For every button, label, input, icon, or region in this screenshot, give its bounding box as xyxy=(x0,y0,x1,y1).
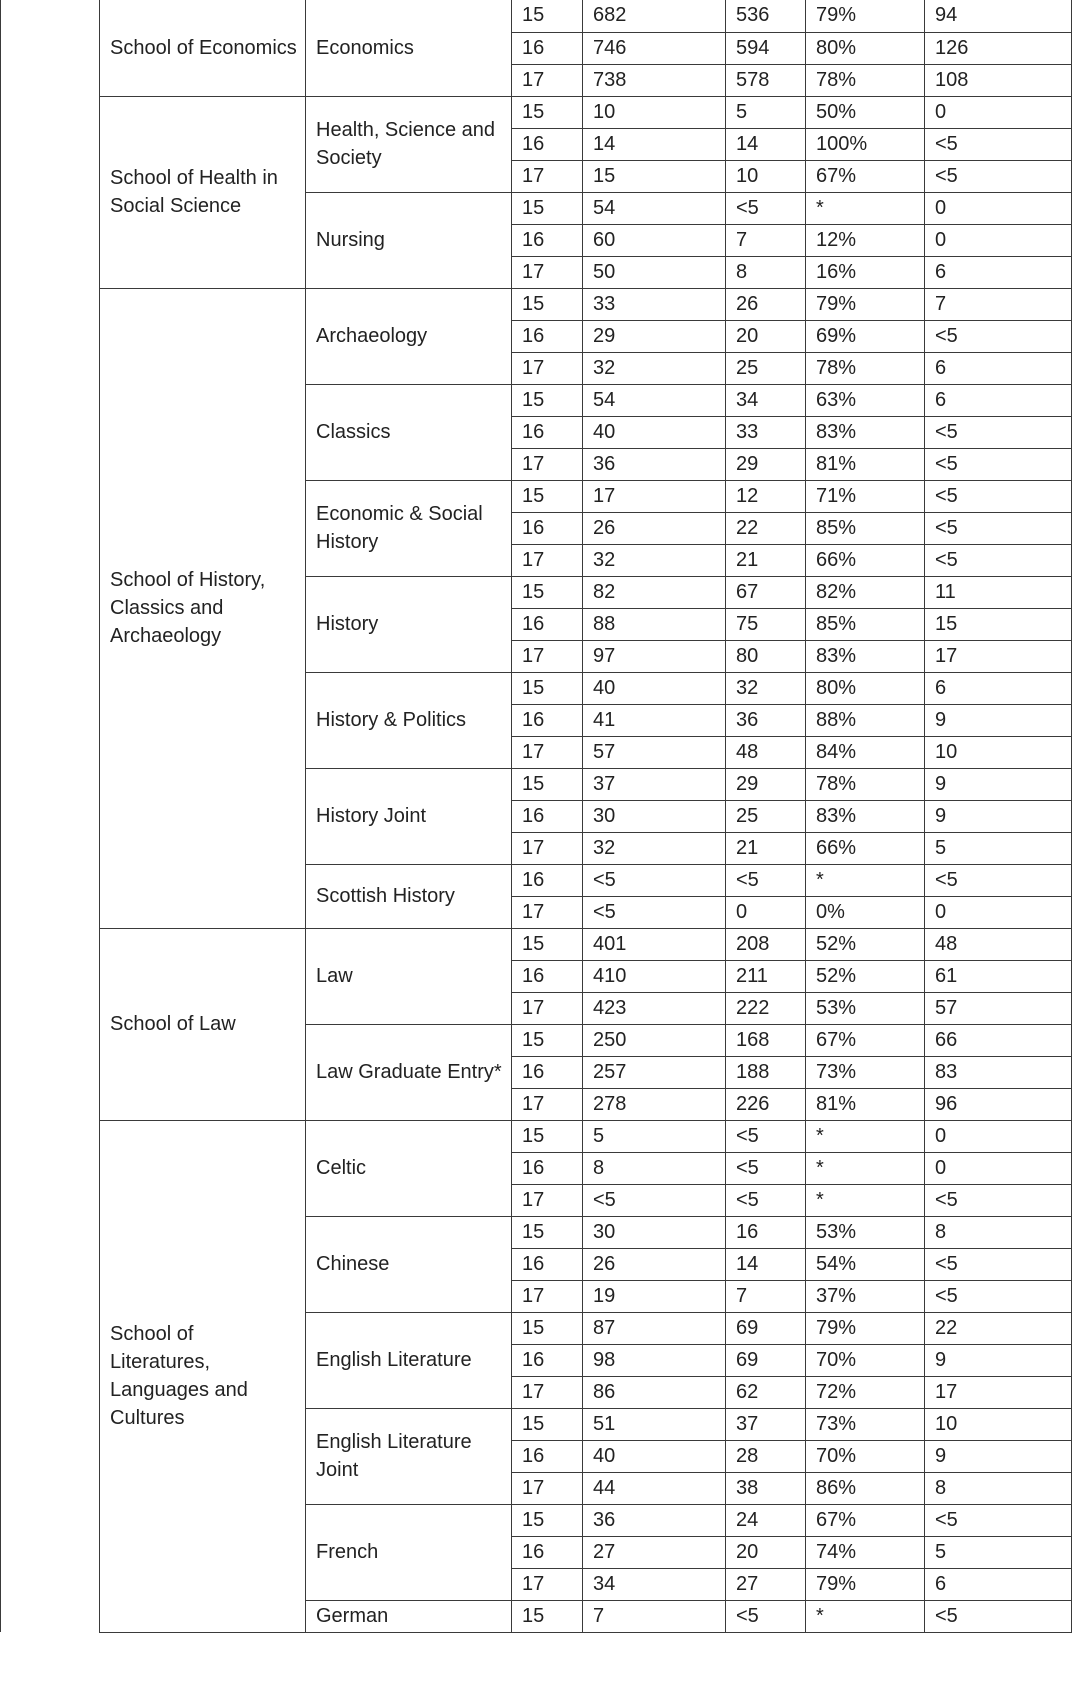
offers-cell: 7 xyxy=(726,224,806,256)
offers-cell: 20 xyxy=(726,320,806,352)
offer-rate-cell: 78% xyxy=(806,64,925,96)
applications-cell: 57 xyxy=(583,736,726,768)
offer-rate-cell: * xyxy=(806,1600,925,1632)
offer-rate-cell: 66% xyxy=(806,832,925,864)
offers-cell: 48 xyxy=(726,736,806,768)
subject-name-cell: Chinese xyxy=(306,1216,512,1312)
year-cell: 17 xyxy=(512,1280,583,1312)
entrants-cell: 6 xyxy=(925,256,1072,288)
offer-rate-cell: 84% xyxy=(806,736,925,768)
applications-cell: 33 xyxy=(583,288,726,320)
offers-cell: 21 xyxy=(726,544,806,576)
offers-cell: 62 xyxy=(726,1376,806,1408)
year-cell: 15 xyxy=(512,928,583,960)
offers-cell: 29 xyxy=(726,448,806,480)
offer-rate-cell: 67% xyxy=(806,1504,925,1536)
offer-rate-cell: 53% xyxy=(806,1216,925,1248)
school-name-cell: School of History, Classics and Archaeology xyxy=(100,288,306,928)
offers-cell: 594 xyxy=(726,32,806,64)
offer-rate-cell: 69% xyxy=(806,320,925,352)
offers-cell: 10 xyxy=(726,160,806,192)
entrants-cell: <5 xyxy=(925,1280,1072,1312)
entrants-cell: 108 xyxy=(925,64,1072,96)
entrants-cell: 8 xyxy=(925,1216,1072,1248)
offers-cell: <5 xyxy=(726,1184,806,1216)
year-cell: 17 xyxy=(512,544,583,576)
applications-cell: 27 xyxy=(583,1536,726,1568)
offer-rate-cell: 74% xyxy=(806,1536,925,1568)
offer-rate-cell: 80% xyxy=(806,32,925,64)
subject-name-cell: Economic & Social History xyxy=(306,480,512,576)
subject-name-cell: History xyxy=(306,576,512,672)
applications-cell: 40 xyxy=(583,672,726,704)
applications-cell: 682 xyxy=(583,0,726,32)
offers-cell: 7 xyxy=(726,1280,806,1312)
applications-cell: 14 xyxy=(583,128,726,160)
year-cell: 15 xyxy=(512,1216,583,1248)
offers-cell: 14 xyxy=(726,128,806,160)
year-cell: 16 xyxy=(512,1440,583,1472)
applications-cell: 738 xyxy=(583,64,726,96)
offers-cell: 578 xyxy=(726,64,806,96)
offer-rate-cell: * xyxy=(806,192,925,224)
offer-rate-cell: 78% xyxy=(806,352,925,384)
applications-cell: 10 xyxy=(583,96,726,128)
offer-rate-cell: * xyxy=(806,1184,925,1216)
subject-name-cell: Economics xyxy=(306,0,512,96)
applications-cell: <5 xyxy=(583,1184,726,1216)
offer-rate-cell: 67% xyxy=(806,1024,925,1056)
entrants-cell: 0 xyxy=(925,224,1072,256)
offers-cell: 208 xyxy=(726,928,806,960)
year-cell: 15 xyxy=(512,768,583,800)
school-name-cell: School of Economics xyxy=(100,0,306,96)
year-cell: 15 xyxy=(512,1408,583,1440)
offer-rate-cell: 67% xyxy=(806,160,925,192)
offer-rate-cell: 16% xyxy=(806,256,925,288)
entrants-cell: 5 xyxy=(925,1536,1072,1568)
entrants-cell: <5 xyxy=(925,512,1072,544)
offers-cell: 226 xyxy=(726,1088,806,1120)
offer-rate-cell: 81% xyxy=(806,1088,925,1120)
applications-cell: 40 xyxy=(583,1440,726,1472)
applications-cell: 34 xyxy=(583,1568,726,1600)
offers-cell: 222 xyxy=(726,992,806,1024)
offers-cell: 22 xyxy=(726,512,806,544)
offer-rate-cell: 52% xyxy=(806,960,925,992)
year-cell: 17 xyxy=(512,736,583,768)
subject-name-cell: French xyxy=(306,1504,512,1600)
subject-name-cell: Celtic xyxy=(306,1120,512,1216)
entrants-cell: 10 xyxy=(925,736,1072,768)
offers-cell: 21 xyxy=(726,832,806,864)
entrants-cell: 61 xyxy=(925,960,1072,992)
entrants-cell: <5 xyxy=(925,544,1072,576)
table-row xyxy=(1,928,1072,960)
year-cell: 16 xyxy=(512,512,583,544)
year-cell: 17 xyxy=(512,352,583,384)
subject-name-cell: Law Graduate Entry* xyxy=(306,1024,512,1120)
offer-rate-cell: 85% xyxy=(806,608,925,640)
applications-cell: 15 xyxy=(583,160,726,192)
offers-cell: 24 xyxy=(726,1504,806,1536)
entrants-cell: 17 xyxy=(925,640,1072,672)
offer-rate-cell: 72% xyxy=(806,1376,925,1408)
year-cell: 15 xyxy=(512,672,583,704)
entrants-cell: 9 xyxy=(925,704,1072,736)
applications-cell: 36 xyxy=(583,448,726,480)
year-cell: 17 xyxy=(512,1184,583,1216)
offer-rate-cell: 37% xyxy=(806,1280,925,1312)
entrants-cell: 22 xyxy=(925,1312,1072,1344)
year-cell: 16 xyxy=(512,608,583,640)
offers-cell: 188 xyxy=(726,1056,806,1088)
year-cell: 15 xyxy=(512,1120,583,1152)
applications-cell: 29 xyxy=(583,320,726,352)
offers-cell: 536 xyxy=(726,0,806,32)
offers-cell: 80 xyxy=(726,640,806,672)
offer-rate-cell: 78% xyxy=(806,768,925,800)
offers-cell: 12 xyxy=(726,480,806,512)
entrants-cell: 6 xyxy=(925,1568,1072,1600)
applications-cell: 88 xyxy=(583,608,726,640)
offer-rate-cell: 73% xyxy=(806,1056,925,1088)
entrants-cell: 7 xyxy=(925,288,1072,320)
offer-rate-cell: 79% xyxy=(806,1312,925,1344)
applications-cell: 97 xyxy=(583,640,726,672)
year-cell: 17 xyxy=(512,1472,583,1504)
year-cell: 15 xyxy=(512,384,583,416)
year-cell: 17 xyxy=(512,160,583,192)
offers-cell: 36 xyxy=(726,704,806,736)
offer-rate-cell: 0% xyxy=(806,896,925,928)
entrants-cell: 0 xyxy=(925,96,1072,128)
table-body xyxy=(1,0,1072,1632)
offers-cell: 67 xyxy=(726,576,806,608)
applications-cell: 44 xyxy=(583,1472,726,1504)
table-row xyxy=(1,96,1072,128)
offers-cell: 14 xyxy=(726,1248,806,1280)
offers-cell: 38 xyxy=(726,1472,806,1504)
applications-cell: 32 xyxy=(583,832,726,864)
offer-rate-cell: 80% xyxy=(806,672,925,704)
entrants-cell: 9 xyxy=(925,1344,1072,1376)
entrants-cell: <5 xyxy=(925,448,1072,480)
offer-rate-cell: 71% xyxy=(806,480,925,512)
applications-cell: 257 xyxy=(583,1056,726,1088)
offers-cell: 168 xyxy=(726,1024,806,1056)
school-name-cell: School of Health in Social Science xyxy=(100,96,306,288)
offers-cell: 34 xyxy=(726,384,806,416)
entrants-cell: 10 xyxy=(925,1408,1072,1440)
year-cell: 15 xyxy=(512,480,583,512)
offer-rate-cell: 82% xyxy=(806,576,925,608)
entrants-cell: 48 xyxy=(925,928,1072,960)
applications-cell: 40 xyxy=(583,416,726,448)
entrants-cell: 9 xyxy=(925,1440,1072,1472)
entrants-cell: <5 xyxy=(925,128,1072,160)
subject-name-cell: Scottish History xyxy=(306,864,512,928)
offer-rate-cell: 73% xyxy=(806,1408,925,1440)
subject-name-cell: Classics xyxy=(306,384,512,480)
applications-cell: 37 xyxy=(583,768,726,800)
offer-rate-cell: * xyxy=(806,864,925,896)
offers-cell: 32 xyxy=(726,672,806,704)
year-cell: 15 xyxy=(512,1600,583,1632)
offer-rate-cell: 81% xyxy=(806,448,925,480)
year-cell: 15 xyxy=(512,1504,583,1536)
entrants-cell: <5 xyxy=(925,864,1072,896)
entrants-cell: <5 xyxy=(925,1504,1072,1536)
entrants-cell: 9 xyxy=(925,800,1072,832)
applications-cell: 26 xyxy=(583,512,726,544)
applications-cell: 423 xyxy=(583,992,726,1024)
year-cell: 15 xyxy=(512,0,583,32)
applications-cell: 50 xyxy=(583,256,726,288)
entrants-cell: 8 xyxy=(925,1472,1072,1504)
subject-name-cell: Archaeology xyxy=(306,288,512,384)
offers-cell: <5 xyxy=(726,192,806,224)
offer-rate-cell: 100% xyxy=(806,128,925,160)
offer-rate-cell: 83% xyxy=(806,640,925,672)
subject-name-cell: English Literature xyxy=(306,1312,512,1408)
offer-rate-cell: 88% xyxy=(806,704,925,736)
applications-cell: 410 xyxy=(583,960,726,992)
year-cell: 15 xyxy=(512,576,583,608)
subject-name-cell: History & Politics xyxy=(306,672,512,768)
applications-cell: 746 xyxy=(583,32,726,64)
offers-cell: 211 xyxy=(726,960,806,992)
offer-rate-cell: 83% xyxy=(806,416,925,448)
year-cell: 17 xyxy=(512,1088,583,1120)
year-cell: 16 xyxy=(512,1056,583,1088)
table-row xyxy=(1,1120,1072,1152)
applications-cell: 32 xyxy=(583,352,726,384)
entrants-cell: 6 xyxy=(925,672,1072,704)
applications-cell: <5 xyxy=(583,864,726,896)
offer-rate-cell: 83% xyxy=(806,800,925,832)
offers-cell: 26 xyxy=(726,288,806,320)
entrants-cell: 6 xyxy=(925,352,1072,384)
year-cell: 15 xyxy=(512,288,583,320)
offer-rate-cell: 12% xyxy=(806,224,925,256)
year-cell: 16 xyxy=(512,960,583,992)
applications-cell: 30 xyxy=(583,800,726,832)
entrants-cell: 57 xyxy=(925,992,1072,1024)
applications-cell: 30 xyxy=(583,1216,726,1248)
entrants-cell: 5 xyxy=(925,832,1072,864)
offers-cell: 69 xyxy=(726,1344,806,1376)
entrants-cell: <5 xyxy=(925,416,1072,448)
offers-cell: 25 xyxy=(726,352,806,384)
subject-name-cell: English Literature Joint xyxy=(306,1408,512,1504)
entrants-cell: 94 xyxy=(925,0,1072,32)
applications-cell: 54 xyxy=(583,192,726,224)
offers-cell: 5 xyxy=(726,96,806,128)
entrants-cell: 0 xyxy=(925,192,1072,224)
year-cell: 16 xyxy=(512,1248,583,1280)
year-cell: 16 xyxy=(512,1152,583,1184)
entrants-cell: <5 xyxy=(925,1600,1072,1632)
offers-cell: 69 xyxy=(726,1312,806,1344)
applications-cell: 86 xyxy=(583,1376,726,1408)
entrants-cell: 0 xyxy=(925,1152,1072,1184)
year-cell: 16 xyxy=(512,1344,583,1376)
offers-cell: <5 xyxy=(726,864,806,896)
applications-cell: 87 xyxy=(583,1312,726,1344)
applications-cell: 36 xyxy=(583,1504,726,1536)
offers-cell: 75 xyxy=(726,608,806,640)
year-cell: 17 xyxy=(512,64,583,96)
applications-cell: 60 xyxy=(583,224,726,256)
offers-cell: 29 xyxy=(726,768,806,800)
year-cell: 16 xyxy=(512,128,583,160)
applications-cell: 41 xyxy=(583,704,726,736)
entrants-cell: 17 xyxy=(925,1376,1072,1408)
applications-cell: 26 xyxy=(583,1248,726,1280)
year-cell: 16 xyxy=(512,416,583,448)
offers-cell: <5 xyxy=(726,1120,806,1152)
year-cell: 17 xyxy=(512,256,583,288)
year-cell: 15 xyxy=(512,1024,583,1056)
applications-cell: 5 xyxy=(583,1120,726,1152)
offer-rate-cell: 79% xyxy=(806,1568,925,1600)
subject-name-cell: Nursing xyxy=(306,192,512,288)
offers-cell: 25 xyxy=(726,800,806,832)
year-cell: 17 xyxy=(512,640,583,672)
offers-cell: 8 xyxy=(726,256,806,288)
applications-cell: 82 xyxy=(583,576,726,608)
entrants-cell: 83 xyxy=(925,1056,1072,1088)
offer-rate-cell: * xyxy=(806,1120,925,1152)
year-cell: 17 xyxy=(512,448,583,480)
applications-cell: 401 xyxy=(583,928,726,960)
applications-cell: 19 xyxy=(583,1280,726,1312)
offer-rate-cell: 66% xyxy=(806,544,925,576)
year-cell: 15 xyxy=(512,1312,583,1344)
offers-cell: <5 xyxy=(726,1600,806,1632)
applications-cell: 278 xyxy=(583,1088,726,1120)
applications-cell: 32 xyxy=(583,544,726,576)
left-margin-cell xyxy=(1,0,100,1632)
year-cell: 16 xyxy=(512,32,583,64)
entrants-cell: 66 xyxy=(925,1024,1072,1056)
year-cell: 15 xyxy=(512,192,583,224)
entrants-cell: 11 xyxy=(925,576,1072,608)
offer-rate-cell: 86% xyxy=(806,1472,925,1504)
applications-cell: 8 xyxy=(583,1152,726,1184)
offer-rate-cell: * xyxy=(806,1152,925,1184)
offers-cell: 0 xyxy=(726,896,806,928)
offer-rate-cell: 70% xyxy=(806,1344,925,1376)
offers-cell: <5 xyxy=(726,1152,806,1184)
entrants-cell: 15 xyxy=(925,608,1072,640)
entrants-cell: <5 xyxy=(925,160,1072,192)
school-name-cell: School of Literatures, Languages and Cultures xyxy=(100,1120,306,1632)
subject-name-cell: History Joint xyxy=(306,768,512,864)
entrants-cell: 9 xyxy=(925,768,1072,800)
entrants-cell: 0 xyxy=(925,896,1072,928)
year-cell: 16 xyxy=(512,864,583,896)
year-cell: 17 xyxy=(512,832,583,864)
entrants-cell: <5 xyxy=(925,1248,1072,1280)
offer-rate-cell: 52% xyxy=(806,928,925,960)
offer-rate-cell: 53% xyxy=(806,992,925,1024)
offers-cell: 33 xyxy=(726,416,806,448)
table-row xyxy=(1,0,1072,32)
year-cell: 16 xyxy=(512,320,583,352)
applications-cell: 98 xyxy=(583,1344,726,1376)
applications-cell: 54 xyxy=(583,384,726,416)
applications-cell: 250 xyxy=(583,1024,726,1056)
year-cell: 15 xyxy=(512,96,583,128)
offers-cell: 20 xyxy=(726,1536,806,1568)
year-cell: 17 xyxy=(512,1568,583,1600)
entrants-cell: 0 xyxy=(925,1120,1072,1152)
subject-name-cell: Health, Science and Society xyxy=(306,96,512,192)
year-cell: 16 xyxy=(512,800,583,832)
year-cell: 17 xyxy=(512,992,583,1024)
offer-rate-cell: 79% xyxy=(806,288,925,320)
offer-rate-cell: 63% xyxy=(806,384,925,416)
entrants-cell: <5 xyxy=(925,320,1072,352)
year-cell: 16 xyxy=(512,224,583,256)
offer-rate-cell: 70% xyxy=(806,1440,925,1472)
school-name-cell: School of Law xyxy=(100,928,306,1120)
entrants-cell: 126 xyxy=(925,32,1072,64)
offer-rate-cell: 54% xyxy=(806,1248,925,1280)
subject-name-cell: German xyxy=(306,1600,512,1632)
applications-cell: 51 xyxy=(583,1408,726,1440)
offers-cell: 37 xyxy=(726,1408,806,1440)
offers-cell: 16 xyxy=(726,1216,806,1248)
subject-name-cell: Law xyxy=(306,928,512,1024)
entrants-cell: 96 xyxy=(925,1088,1072,1120)
applications-cell: <5 xyxy=(583,896,726,928)
applications-cell: 7 xyxy=(583,1600,726,1632)
offer-rate-cell: 85% xyxy=(806,512,925,544)
table-row xyxy=(1,288,1072,320)
year-cell: 16 xyxy=(512,1536,583,1568)
offer-rate-cell: 79% xyxy=(806,0,925,32)
offers-cell: 28 xyxy=(726,1440,806,1472)
year-cell: 17 xyxy=(512,1376,583,1408)
offers-cell: 27 xyxy=(726,1568,806,1600)
entrants-cell: <5 xyxy=(925,480,1072,512)
applications-cell: 17 xyxy=(583,480,726,512)
entrants-cell: <5 xyxy=(925,1184,1072,1216)
year-cell: 16 xyxy=(512,704,583,736)
offer-rate-cell: 50% xyxy=(806,96,925,128)
year-cell: 17 xyxy=(512,896,583,928)
entrants-cell: 6 xyxy=(925,384,1072,416)
